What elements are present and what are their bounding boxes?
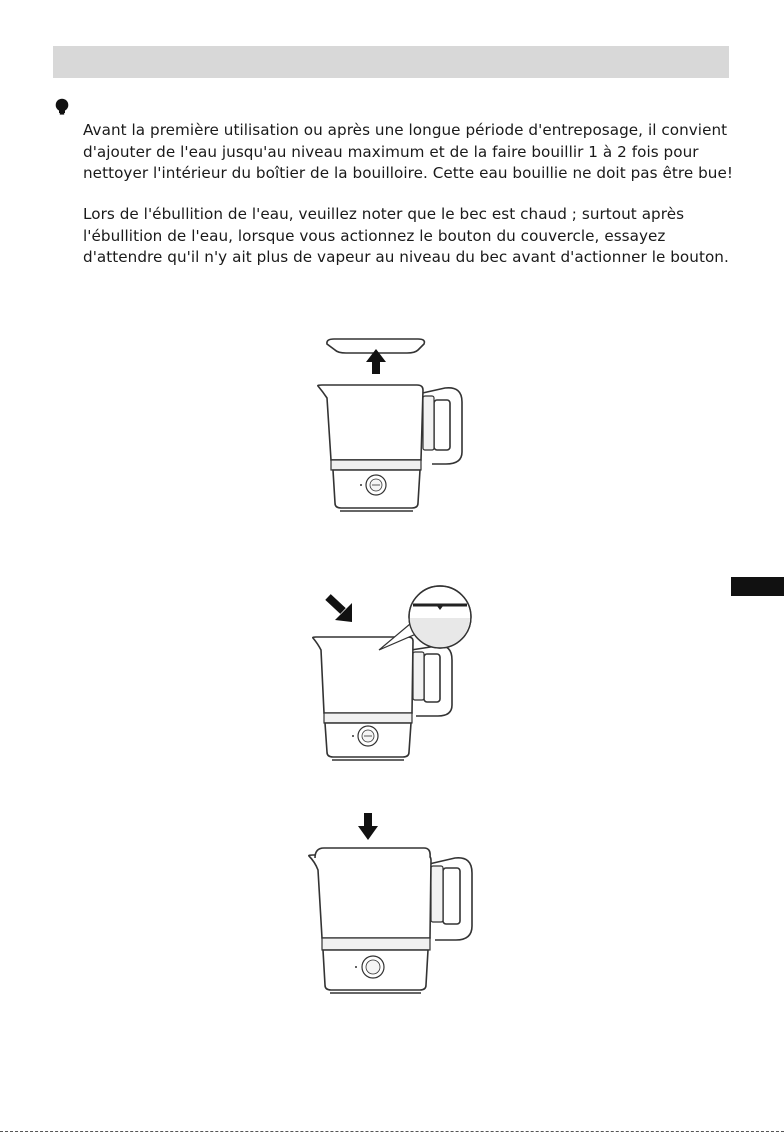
- language-side-tab: [731, 577, 784, 596]
- section-header-bar: [53, 46, 729, 78]
- arrow-down-right-icon: [328, 597, 352, 622]
- figure-remove-lid: [310, 335, 480, 520]
- tip-paragraph-1: Avant la première utilisation ou après une longue période d'entreposage, il convient d'ajouter de l'eau jusqu'au niveau maximum et de la faire bouillir 1 à 2 fois pour nettoyer l'intérieur du boîtier de la bouilloire. Cette eau bouillie ne doit pas être bue!: [83, 121, 733, 182]
- figure-close-lid: [300, 810, 480, 1000]
- figure-fill-water: [305, 585, 480, 765]
- tip-paragraph-2: Lors de l'ébullition de l'eau, veuillez noter que le bec est chaud ; surtout après l'ébullition de l'eau, lorsque vous actionnez le bouton du couvercle, essayez d'attendre qu'il n'y ait plus de vapeur au niveau du bec avant d'actionner le bouton.: [83, 205, 729, 266]
- arrow-down-icon: [358, 813, 378, 840]
- lightbulb-icon: [54, 98, 70, 118]
- page-bottom-rule: [0, 1131, 784, 1132]
